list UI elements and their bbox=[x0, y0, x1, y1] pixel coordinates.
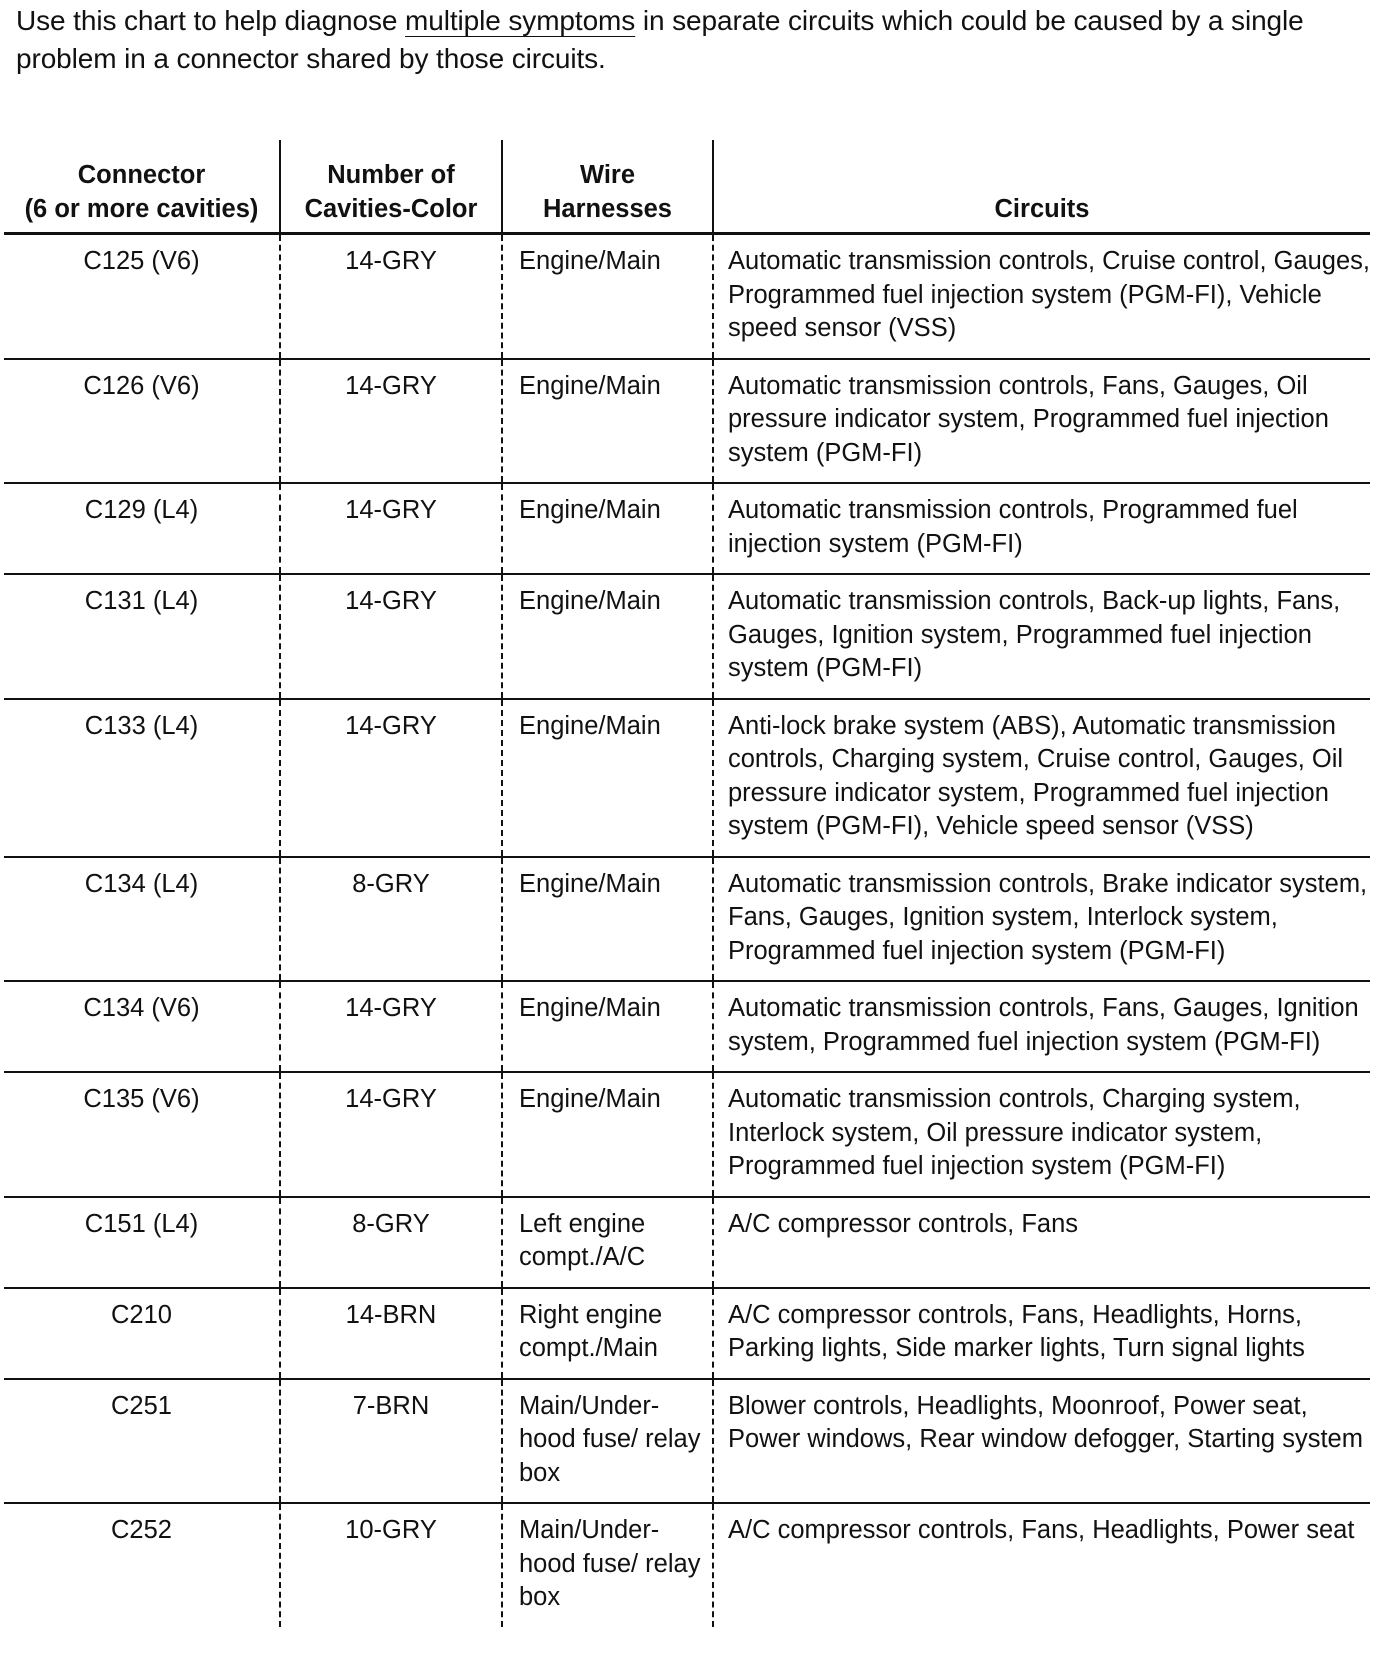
header-wire-line2: Harnesses bbox=[542, 194, 672, 223]
cavities-cell: 14-GRY bbox=[280, 483, 502, 574]
connector-cell: C134 (L4) bbox=[4, 857, 280, 982]
cavities-cell: 14-GRY bbox=[280, 699, 502, 857]
header-circuits bbox=[713, 140, 1370, 234]
wire-harness-cell: Engine/Main bbox=[502, 699, 713, 857]
intro-paragraph bbox=[16, 2, 1366, 78]
connector-cell: C131 (L4) bbox=[4, 574, 280, 699]
circuits-cell: Automatic transmission controls, Brake indicator system, Fans, Gauges, Ignition system, Interlock system, Programmed fuel injection system (PGM-FI) bbox=[713, 857, 1370, 982]
wire-harness-cell: Engine/Main bbox=[502, 574, 713, 699]
connector-chart-table bbox=[4, 140, 1370, 1627]
header-circuits-label: Circuits bbox=[994, 194, 1090, 223]
table-row bbox=[4, 981, 1370, 1072]
intro-text-before: Use this chart to help diagnose bbox=[16, 5, 406, 36]
circuits-cell: Automatic transmission controls, Fans, Gauges, Ignition system, Programmed fuel injection system (PGM-FI) bbox=[713, 981, 1370, 1072]
header-cavities-line2: Cavities-Color bbox=[304, 194, 478, 223]
cavities-cell: 10-GRY bbox=[280, 1503, 502, 1627]
header-wire-harnesses bbox=[502, 140, 713, 234]
connector-cell: C133 (L4) bbox=[4, 699, 280, 857]
cavities-cell: 14-GRY bbox=[280, 574, 502, 699]
table-row bbox=[4, 574, 1370, 699]
wire-harness-cell: Main/Under-hood fuse/ relay box bbox=[502, 1503, 713, 1627]
header-connector-line1: Connector bbox=[77, 161, 206, 189]
table-row bbox=[4, 699, 1370, 857]
table-row bbox=[4, 1072, 1370, 1197]
cavities-cell: 7-BRN bbox=[280, 1379, 502, 1504]
cavities-cell: 14-BRN bbox=[280, 1288, 502, 1379]
intro-underlined-text: multiple symptoms bbox=[405, 5, 636, 36]
cavities-cell: 14-GRY bbox=[280, 981, 502, 1072]
header-connector bbox=[4, 140, 280, 234]
connector-cell: C134 (V6) bbox=[4, 981, 280, 1072]
table-row bbox=[4, 857, 1370, 982]
connector-cell: C135 (V6) bbox=[4, 1072, 280, 1197]
circuits-cell: Automatic transmission controls, Programmed fuel injection system (PGM-FI) bbox=[713, 483, 1370, 574]
wire-harness-cell: Engine/Main bbox=[502, 359, 713, 484]
cavities-cell: 14-GRY bbox=[280, 234, 502, 359]
connector-cell: C151 (L4) bbox=[4, 1197, 280, 1288]
table-row bbox=[4, 1197, 1370, 1288]
connector-cell: C129 (L4) bbox=[4, 483, 280, 574]
header-row bbox=[4, 140, 1370, 234]
circuits-cell: Blower controls, Headlights, Moonroof, Power seat, Power windows, Rear window defogger, Starting system bbox=[713, 1379, 1370, 1504]
table-body bbox=[4, 234, 1370, 1627]
table-row bbox=[4, 234, 1370, 359]
wire-harness-cell: Main/Under-hood fuse/ relay box bbox=[502, 1379, 713, 1504]
connector-cell: C125 (V6) bbox=[4, 234, 280, 359]
cavities-cell: 8-GRY bbox=[280, 1197, 502, 1288]
table-row bbox=[4, 1503, 1370, 1627]
connector-cell: C210 bbox=[4, 1288, 280, 1379]
circuits-cell: Anti-lock brake system (ABS), Automatic transmission controls, Charging system, Cruise control, Gauges, Oil pressure indicator system, Programmed fuel injection system (PGM-FI), Vehicle speed sensor (VSS) bbox=[713, 699, 1370, 857]
circuits-cell: Automatic transmission controls, Fans, Gauges, Oil pressure indicator system, Programmed fuel injection system (PGM-FI) bbox=[713, 359, 1370, 484]
cavities-cell: 8-GRY bbox=[280, 857, 502, 982]
header-cavities-line1: Number of bbox=[327, 161, 455, 189]
table-row bbox=[4, 359, 1370, 484]
connector-cell: C126 (V6) bbox=[4, 359, 280, 484]
circuits-cell: Automatic transmission controls, Charging system, Interlock system, Oil pressure indicator system, Programmed fuel injection system (PGM-FI) bbox=[713, 1072, 1370, 1197]
table-row bbox=[4, 1379, 1370, 1504]
intro-text-after: in separate circuits which could be caused by a single problem in a connector shared by those circuits. bbox=[16, 5, 1304, 74]
wire-harness-cell: Engine/Main bbox=[502, 1072, 713, 1197]
header-cavities bbox=[280, 140, 502, 234]
connector-cell: C251 bbox=[4, 1379, 280, 1504]
wire-harness-cell: Engine/Main bbox=[502, 483, 713, 574]
circuits-cell: A/C compressor controls, Fans bbox=[713, 1197, 1370, 1288]
wire-harness-cell: Engine/Main bbox=[502, 857, 713, 982]
circuits-cell: Automatic transmission controls, Back-up lights, Fans, Gauges, Ignition system, Programmed fuel injection system (PGM-FI) bbox=[713, 574, 1370, 699]
circuits-cell: A/C compressor controls, Fans, Headlights, Horns, Parking lights, Side marker lights, Turn signal lights bbox=[713, 1288, 1370, 1379]
table-row bbox=[4, 483, 1370, 574]
wire-harness-cell: Right engine compt./Main bbox=[502, 1288, 713, 1379]
cavities-cell: 14-GRY bbox=[280, 1072, 502, 1197]
cavities-cell: 14-GRY bbox=[280, 359, 502, 484]
circuits-cell: Automatic transmission controls, Cruise control, Gauges, Programmed fuel injection system (PGM-FI), Vehicle speed sensor (VSS) bbox=[713, 234, 1370, 359]
table-row bbox=[4, 1288, 1370, 1379]
wire-harness-cell: Engine/Main bbox=[502, 981, 713, 1072]
table-header bbox=[4, 140, 1370, 234]
header-wire-line1: Wire bbox=[579, 161, 636, 189]
circuits-cell: A/C compressor controls, Fans, Headlights, Power seat bbox=[713, 1503, 1370, 1627]
wire-harness-cell: Engine/Main bbox=[502, 234, 713, 359]
wire-harness-cell: Left engine compt./A/C bbox=[502, 1197, 713, 1288]
header-connector-line2: (6 or more cavities) bbox=[24, 194, 259, 223]
connector-cell: C252 bbox=[111, 1516, 172, 1544]
